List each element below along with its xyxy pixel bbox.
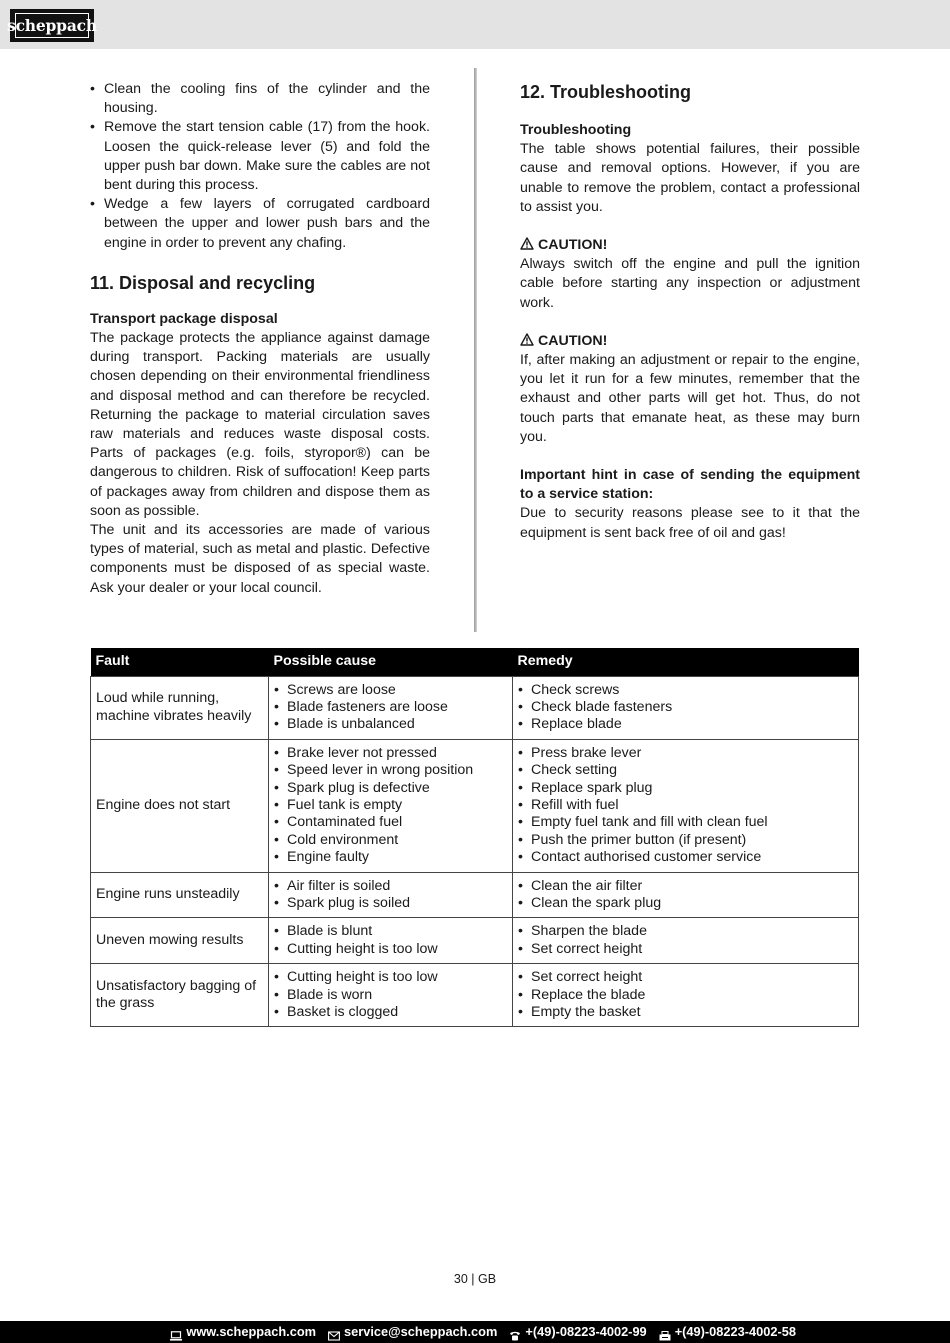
remedy-item: • Replace spark plug [517,780,854,797]
cause-item: • Blade is worn [273,987,508,1004]
page-number: 30 | GB [453,1272,497,1286]
troubleshooting-table [90,648,859,1027]
remedy-item: • Check screws [517,682,854,699]
right-column [520,80,860,543]
remedy-item: • Sharpen the blade [517,923,854,940]
fax-number: +(49)-08223-4002-58 [674,1324,796,1340]
caution-heading [520,236,860,255]
caution-label: CAUTION! [538,237,608,254]
fax-icon [659,1327,671,1337]
paragraph: The unit and its accessories are made of various types of material, such as metal and plastic. Defective components must be disposed of as special waste. Ask your dealer or your local council. [90,522,430,596]
fault-cell: Engine runs unsteadily [91,872,269,918]
cause-item: • Contaminated fuel [273,814,508,831]
cause-item: • Fuel tank is empty [273,797,508,814]
column-header-remedy: Remedy [513,648,859,676]
table-header-row [91,648,859,676]
subheading-troubleshooting: Troubleshooting [520,122,632,138]
scheppach-logo [7,9,97,42]
fault-cell: Engine does not start [91,739,269,872]
caution-heading [520,332,860,351]
table-row [91,739,859,872]
remedy-item: • Push the primer button (if present) [517,832,854,849]
remedy-cell [513,739,859,872]
remedy-item: • Refill with fuel [517,797,854,814]
remedy-item: • Set correct height [517,941,854,958]
subheading-transport-package: Transport package disposal [90,310,278,327]
cause-cell [269,676,513,739]
cause-item: • Spark plug is soiled [273,895,508,912]
list-item: • Remove the start tension cable (17) from the hook. Loosen the quick-release lever (5) and fold the upper push bar down. Make sure the cables are not bent during this process. [90,118,430,195]
cause-item: • Brake lever not pressed [273,745,508,762]
cause-item: • Blade is unbalanced [273,716,508,733]
remedy-item: • Empty the basket [517,1004,854,1021]
remedy-item: • Clean the air filter [517,878,854,895]
left-column [90,80,430,598]
footer-website[interactable] [170,1322,316,1341]
remedy-cell [513,964,859,1027]
cause-cell [269,872,513,918]
hint-text: Due to security reasons please see to it that the equipment is sent back free of oil and gas! [520,505,860,541]
maintenance-bullet-list [90,80,430,253]
remedy-item: • Replace the blade [517,987,854,1004]
table-row [91,676,859,739]
phone-number: +(49)-08223-4002-99 [525,1324,647,1340]
list-item: • Clean the cooling fins of the cylinder and the housing. [90,80,430,118]
footer-fax [659,1322,796,1341]
cause-item: • Cutting height is too low [273,941,508,958]
section-title-disposal: 11. Disposal and recycling [90,272,316,293]
cause-item: • Engine faulty [273,849,508,866]
column-header-cause: Possible cause [269,648,513,676]
remedy-item: • Press brake lever [517,745,854,762]
caution-text: Always switch off the engine and pull the ignition cable before starting any inspection or adjustment work. [520,256,860,311]
remedy-item: • Check setting [517,762,854,779]
warning-triangle-icon [520,237,534,250]
phone-icon [509,1327,521,1337]
fault-cell: Uneven mowing results [91,918,269,964]
logo-text: scheppach [7,15,97,35]
remedy-item: • Replace blade [517,716,854,733]
remedy-cell [513,872,859,918]
mail-icon [328,1327,340,1337]
paragraph: The package protects the appliance against damage during transport. Packing materials are usually chosen depending on their environmental friendliness and disposal method and can therefore be recycled. Returning the package to material circulation saves raw materials and reduces waste disposal costs. Parts of packages (e.g. foils, styropor®) can be dangerous to children. Risk of suffocation! Keep parts of packages away from children and dispose them as soon as possible. [90,330,430,519]
website-link[interactable]: www.scheppach.com [186,1324,317,1340]
cause-cell [269,739,513,872]
remedy-item: • Set correct height [517,969,854,986]
caution-label: CAUTION! [538,332,608,349]
intro-paragraph: The table shows potential failures, their possible cause and removal options. However, if you are unable to remove the problem, contact a professional to assist you. [520,141,860,215]
table-row [91,918,859,964]
footer-bar [0,1321,950,1343]
remedy-item: • Clean the spark plug [517,895,854,912]
column-divider [474,68,477,632]
caution-text: If, after making an adjustment or repair to the engine, you let it run for a few minutes, remember that the exhaust and other parts will get hot. Thus, do not touch parts that emanate heat, as these may burn you. [520,352,860,445]
cause-item: • Speed lever in wrong position [273,762,508,779]
hint-heading: Important hint in case of sending the equipment to a service station: [520,467,860,503]
cause-item: • Blade fasteners are loose [273,699,508,716]
column-header-fault: Fault [91,648,269,676]
remedy-item: • Empty fuel tank and fill with clean fuel [517,814,854,831]
fault-cell: Loud while running, machine vibrates heavily [91,676,269,739]
cause-item: • Screws are loose [273,682,508,699]
remedy-cell [513,918,859,964]
table-row [91,964,859,1027]
section-title-troubleshooting: 12. Troubleshooting [520,82,692,102]
cause-cell [269,964,513,1027]
remedy-item: • Contact authorised customer service [517,849,854,866]
cause-item: • Blade is blunt [273,923,508,940]
list-item: • Wedge a few layers of corrugated cardboard between the upper and lower push bars and the engine in order to prevent any chafing. [90,195,430,253]
cause-cell [269,918,513,964]
cause-item: • Air filter is soiled [273,878,508,895]
cause-item: • Spark plug is defective [273,780,508,797]
table-row [91,872,859,918]
computer-icon [170,1327,182,1337]
warning-triangle-icon [520,333,534,346]
top-bar [0,0,950,49]
footer-phone [509,1322,646,1341]
cause-item: • Cold environment [273,832,508,849]
remedy-cell [513,676,859,739]
cause-item: • Basket is clogged [273,1004,508,1021]
email-link[interactable]: service@scheppach.com [344,1324,498,1340]
cause-item: • Cutting height is too low [273,969,508,986]
footer-email[interactable] [328,1322,497,1341]
remedy-item: • Check blade fasteners [517,699,854,716]
fault-cell: Unsatisfactory bagging of the grass [91,964,269,1027]
